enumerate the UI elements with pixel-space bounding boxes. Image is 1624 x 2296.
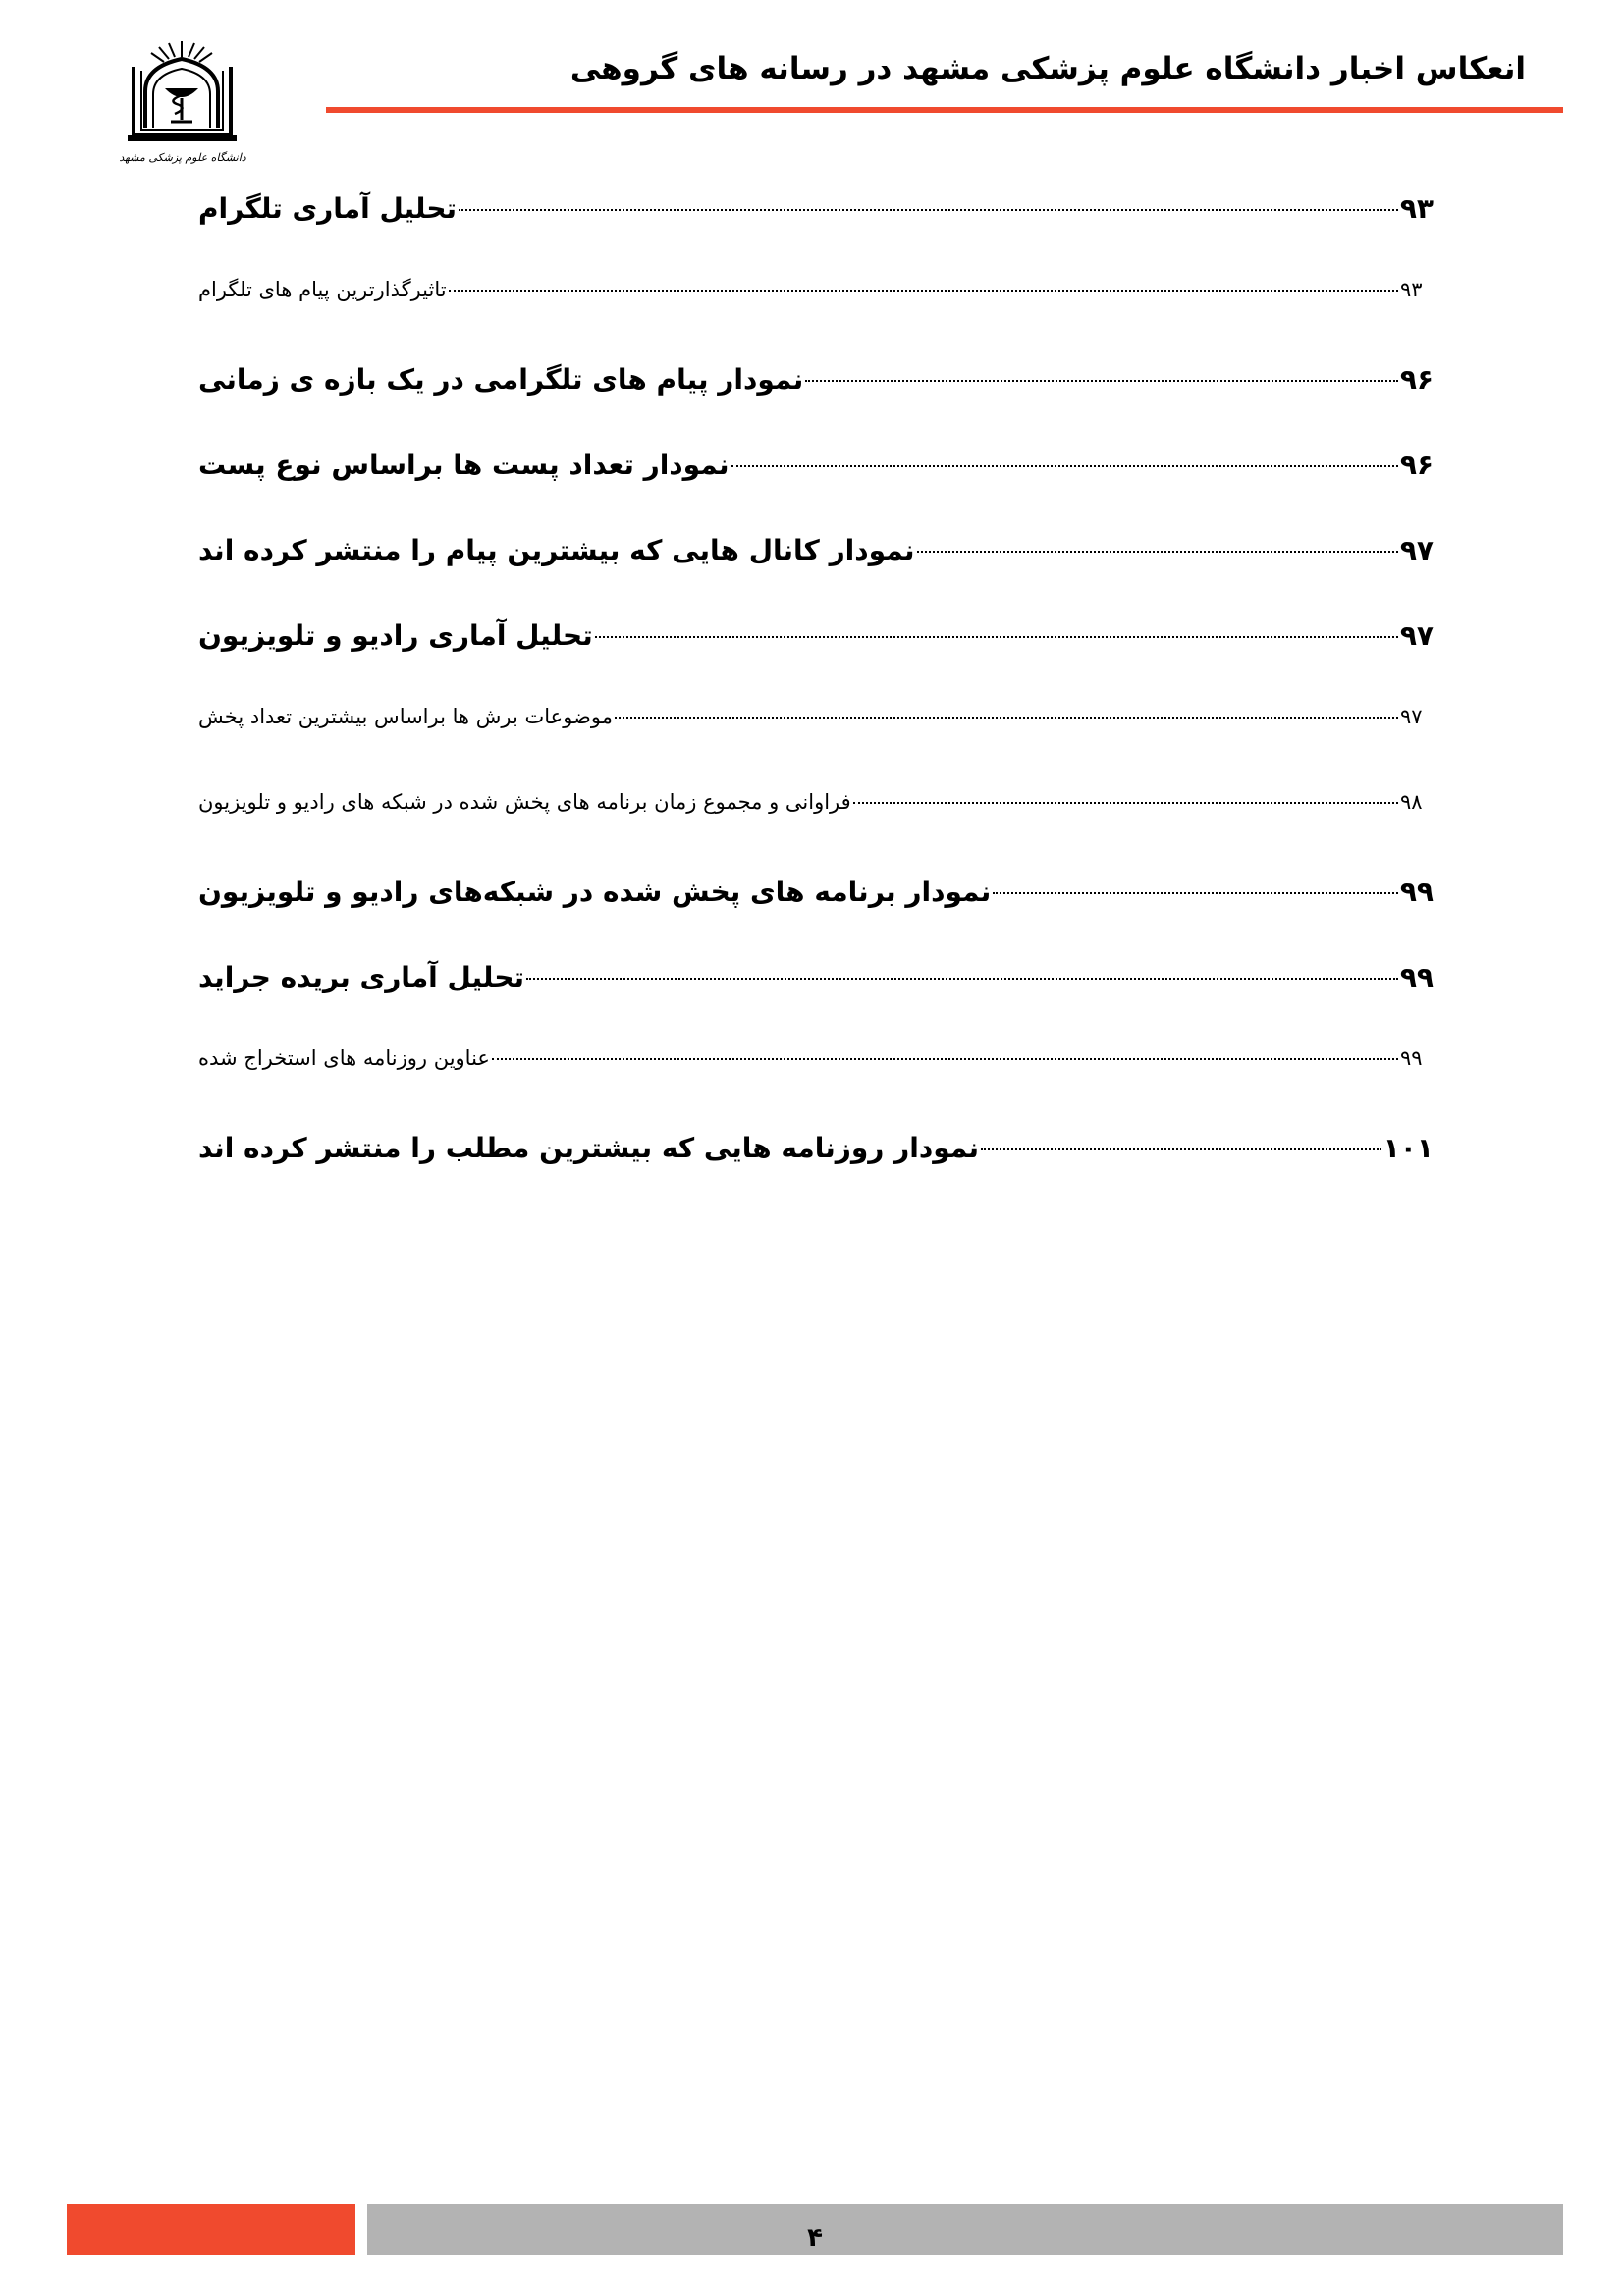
toc-entry-title: تاثیرگذارترین پیام های تلگرام bbox=[198, 278, 447, 301]
toc-dot-leader bbox=[595, 636, 1398, 638]
toc-page-number: ۹۷ bbox=[1399, 619, 1434, 652]
toc-entry-title: فراوانی و مجموع زمان برنامه های پخش شده در شبکه های رادیو و تلویزیون bbox=[198, 790, 851, 814]
toc-entry[interactable] bbox=[196, 790, 1434, 876]
toc-page-number: ۹۳ bbox=[1399, 192, 1434, 225]
toc-dot-leader bbox=[615, 717, 1398, 719]
toc-page-number: ۹۶ bbox=[1399, 363, 1434, 396]
document-header-title: انعکاس اخبار دانشگاه علوم پزشکی مشهد در رسانه های گروهی bbox=[569, 51, 1526, 86]
toc-page-number: ۱۰۱ bbox=[1382, 1132, 1434, 1164]
toc-entry-title: تحلیل آماری تلگرام bbox=[198, 192, 458, 225]
toc-dot-leader bbox=[526, 978, 1398, 980]
toc-dot-leader bbox=[731, 465, 1398, 467]
toc-dot-leader bbox=[449, 290, 1398, 292]
logo-caption: دانشگاه علوم پزشکی مشهد bbox=[119, 151, 246, 164]
toc-page-number: ۹۷ bbox=[1399, 534, 1434, 566]
toc-dot-leader bbox=[459, 209, 1398, 211]
toc-dot-leader bbox=[853, 802, 1398, 804]
toc-entry[interactable] bbox=[196, 876, 1434, 961]
footer-accent-bar bbox=[67, 2204, 355, 2255]
toc-entry[interactable] bbox=[196, 449, 1434, 534]
toc-dot-leader bbox=[993, 892, 1398, 894]
toc-entry[interactable] bbox=[196, 705, 1434, 790]
toc-entry[interactable] bbox=[196, 619, 1434, 705]
toc-entry[interactable] bbox=[196, 1046, 1434, 1132]
toc-entry[interactable] bbox=[196, 278, 1434, 363]
toc-entry-title: نمودار تعداد پست ها براساس نوع پست bbox=[198, 449, 730, 481]
toc-page-number: ۹۶ bbox=[1399, 449, 1434, 481]
toc-page-number: ۹۹ bbox=[1400, 1046, 1423, 1070]
toc-page-number: ۹۹ bbox=[1399, 876, 1434, 908]
toc-entry[interactable] bbox=[196, 363, 1434, 449]
toc-entry-title: نمودار روزنامه هایی که بیشترین مطلب را منتشر کرده اند bbox=[198, 1132, 980, 1164]
toc-entry-title: نمودار برنامه های پخش شده در شبکه‌های رادیو و تلویزیون bbox=[198, 876, 992, 908]
toc-page-number: ۹۳ bbox=[1400, 278, 1423, 301]
toc-page-number: ۹۹ bbox=[1399, 961, 1434, 993]
page-number: ۴ bbox=[807, 2223, 823, 2253]
toc-entry-title: تحلیل آماری بریده جراید bbox=[198, 961, 525, 993]
toc-page-number: ۹۸ bbox=[1400, 790, 1423, 814]
toc-dot-leader bbox=[492, 1058, 1398, 1060]
toc-page-number: ۹۷ bbox=[1400, 705, 1423, 728]
toc-entry-title: موضوعات برش ها براساس بیشترین تعداد پخش bbox=[198, 705, 613, 728]
toc-entry-title: نمودار کانال هایی که بیشترین پیام را منتشر کرده اند bbox=[198, 534, 915, 566]
toc-dot-leader bbox=[805, 380, 1398, 382]
toc-entry-title: تحلیل آماری رادیو و تلویزیون bbox=[198, 619, 593, 652]
toc-dot-leader bbox=[981, 1148, 1381, 1150]
table-of-contents bbox=[196, 192, 1434, 1217]
toc-entry-title: عناوین روزنامه های استخراج شده bbox=[198, 1046, 490, 1070]
toc-entry[interactable] bbox=[196, 961, 1434, 1046]
toc-entry[interactable] bbox=[196, 1132, 1434, 1217]
toc-entry[interactable] bbox=[196, 534, 1434, 619]
toc-dot-leader bbox=[917, 551, 1398, 553]
toc-entry-title: نمودار پیام های تلگرامی در یک بازه ی زمانی bbox=[198, 363, 804, 396]
header-divider bbox=[326, 107, 1563, 113]
university-logo bbox=[116, 37, 248, 167]
toc-entry[interactable] bbox=[196, 192, 1434, 278]
